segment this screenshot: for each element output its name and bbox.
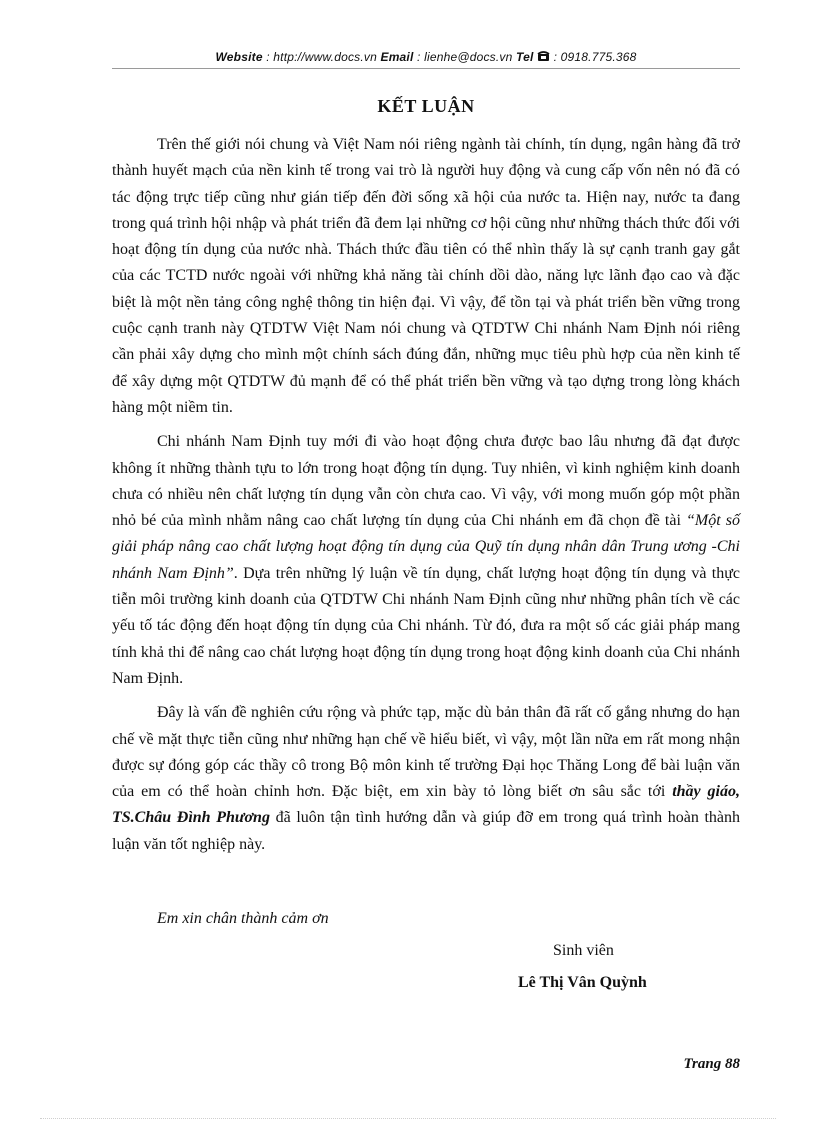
paragraph-1: Trên thế giới nói chung và Việt Nam nói riêng ngành tài chính, tín dụng, ngân hàng đã trở thành huyết mạch của nền kinh tế trong vai trò là người huy động và cung cấp vốn nên nó đã có tác động trực tiếp cũng như gián tiếp đến đời sống xã hội của nước ta. Hiện nay, nước ta đang trong quá trình hội nhập và phát triển đã đem lại những cơ hội cũng như những thách thức đối với hoạt động tín dụng của nước nhà. Thách thức đầu tiên có thể nhìn thấy là sự cạnh tranh gay gắt của các TCTD nước ngoài với những khả năng tài chính dồi dào, năng lực lãnh đạo cao và đặc biệt là một nền tảng công nghệ thông tin hiện đại. Vì vậy, để tồn tại và phát triển bền vững trong cuộc cạnh tranh này QTDTW Việt Nam nói chung và QTDTW Chi nhánh Nam Định nói riêng cần phải xây dựng cho mình một chính sách đúng đắn, những mục tiêu phù hợp của nền kinh tế để xây dựng một QTDTW đủ mạnh để có thể phát triển bền vững và tạo dựng trong lòng khách hàng một niềm tin. bbox=[112, 136, 740, 416]
tel-label: Tel bbox=[516, 50, 534, 64]
paragraph-2-text-end: . Dựa trên những lý luận về tín dụng, chất lượng hoạt động tín dụng và thực tiễn môi trường kinh doanh của QTDTW Chi nhánh Nam Định cũng như những phân tích về các yếu tố tác động đến hoạt động tín dụng của Chi nhánh. Từ đó, đưa ra một số các giải pháp mang tính khả thi để nâng cao chát lượng hoạt động tín dụng trong hoạt động kinh doanh của Chi nhánh Nam Định. bbox=[112, 564, 741, 687]
header-divider bbox=[112, 68, 740, 69]
footer-divider bbox=[40, 1118, 776, 1119]
email-label: Email bbox=[380, 50, 414, 64]
document-body bbox=[112, 132, 740, 866]
page-title: KẾT LUẬN bbox=[377, 96, 475, 116]
advisor-name: thầy giáo, TS.Châu Đình Phương bbox=[112, 783, 740, 827]
website-label: Website bbox=[215, 50, 263, 64]
paragraph-3-text-end: đã luôn tận tình hướng dẫn và giúp đỡ em trong quá trình hoàn thành luận văn tốt nghiệp này. bbox=[112, 809, 740, 853]
tel-value: : 0918.775.368 bbox=[550, 50, 637, 64]
closing-line: Em xin chân thành cảm ơn bbox=[157, 910, 329, 927]
signature-name: Lê Thị Vân Quỳnh bbox=[518, 974, 647, 991]
paragraph-3-text-start: Đây là vấn đề nghiên cứu rộng và phức tạp, mặc dù bản thân đã rất cố gắng nhưng do hạn chế về mặt thực tiễn cũng như những hạn chế về hiểu biết, vì vậy, một lần nữa em rất mong nhận được sự đóng góp các thầy cô trong Bộ môn kinh tế trường Đại học Thăng Long để bài luận văn của em có thể hoàn chỉnh hơn. Đặc biệt, em xin bày tỏ lòng biết ơn sâu sắc tới bbox=[112, 704, 740, 801]
page-number: Trang 88 bbox=[683, 1056, 740, 1072]
paragraph-2 bbox=[112, 429, 740, 692]
phone-icon bbox=[537, 50, 550, 64]
page-header bbox=[112, 50, 740, 64]
signature-label: Sinh viên bbox=[553, 942, 614, 959]
email-value: : lienhe@docs.vn bbox=[413, 50, 517, 64]
website-value: : http://www.docs.vn bbox=[262, 50, 381, 64]
paragraph-3 bbox=[112, 700, 740, 858]
paragraph-2-text-start: Chi nhánh Nam Định tuy mới đi vào hoạt động chưa được bao lâu nhưng đã đạt được không ít những thành tựu to lớn trong hoạt động tín dụng. Tuy nhiên, vì kinh nghiệm kinh doanh chưa có nhiều nên chất lượng tín dụng vẫn còn chưa cao. Vì vậy, với mong muốn góp một phần nhỏ bé của mình nhằm nâng cao chất lượng tín dụng của Chi nhánh em đã chọn đề tài bbox=[112, 433, 740, 530]
thesis-title: “Một số giải pháp nâng cao chất lượng hoạt động tín dụng của Quỹ tín dụng nhân dân Trung ương -Chi nhánh Nam Định” bbox=[112, 512, 740, 582]
